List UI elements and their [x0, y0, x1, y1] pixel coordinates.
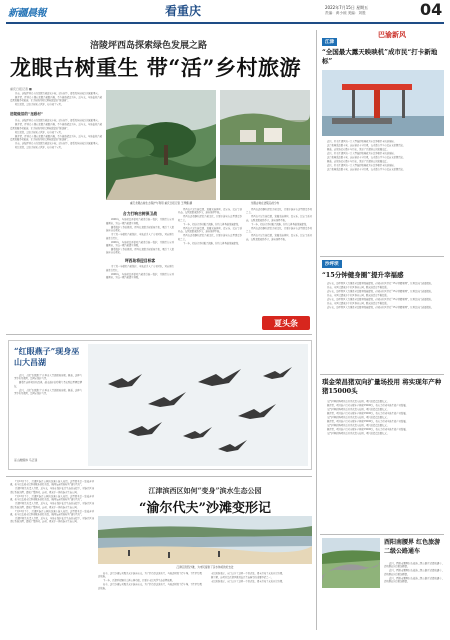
- sidebar-text-p2: 这台机械高达数十米，远远望去十分壮观，每天都有不少市民前来拍照留念。: [327, 144, 406, 147]
- lead-col1-p8: 日前，涪陵坪西岛上的龙眼古树迎来丰收。站在树下，能看见挂满枝头的累累果实。: [15, 142, 100, 146]
- summer-badge: [262, 316, 310, 330]
- lead-col1-p6: 村民们说，过去古树无人管护，如今成了宝贝。: [15, 130, 64, 134]
- lead-column-2: [106, 208, 174, 330]
- bottom-headline: “渝尔代夫”沙滩变形记: [139, 501, 271, 516]
- lead-col1-p1: 日前，涪陵坪西岛上的龙眼古树迎来丰收。站在树下，能看见挂满枝头的累累果实。: [15, 92, 100, 95]
- lead-photo: [106, 90, 216, 200]
- lead-col2-p7: 2006年，当地村民开始对古树进行统一保护，并组织专家开展调查，为每一棵古树建立档案。: [106, 272, 174, 280]
- feature-text-p2: 随着生态环境持续改善，越来越多的珍稀鸟类来到这里栖息繁衍。: [14, 381, 82, 388]
- lead-col3-p3: 下一步，将结合乡村振兴战略，持续完善基础设施建设。: [183, 222, 241, 226]
- lead-col3-p5: 坪西岛还将继续深挖古树文化，让更多游客在这里感受乡村之美。: [178, 234, 242, 241]
- feature-text-p1: 近日，大批“红眼燕子”在巫山大昌湖湿地出现。据悉，这种鸟类学名为燕鸥，是国家保护鸟类。: [14, 374, 82, 381]
- lead-col3-p6: 下一步，将结合乡村振兴战略，持续完善基础设施建设。: [183, 241, 241, 245]
- lead-kicker: 涪陵坪西岛探索绿色发展之路: [90, 41, 208, 51]
- lead-col1-p4: 日前，涪陵坪西岛上的龙眼古树迎来丰收。站在树下，能看见挂满枝头的累累果实。: [15, 119, 100, 123]
- bottom-col2-p1: 如今，这片沙滩每天吸引众多游客前来。为了打造好这张名片，当地还增设了停车场、卫生间等配套设施。: [98, 572, 202, 579]
- sidebar-item2-label: 沙坪坝: [322, 260, 342, 268]
- bottom-col1-p4: 江津区相关负责人介绍，近年来，当地在保护长江生态的前提下，对滨江区域进行系统治理，建成了集休闲、运动、观光于一体的滨水生态公园。: [10, 502, 94, 509]
- sidebar-item2-text: [322, 282, 444, 372]
- lead-col4-p1: 坪西岛还将继续深挖古树文化，让更多游客在这里感受乡村之美。: [246, 208, 312, 215]
- bottom-beach-photo: [98, 516, 312, 564]
- bottom-column-3: [206, 572, 312, 630]
- sidebar-item4-p3: 近日，酉阳南腰界红色旅游二级公路正式建成通车，沿线群众出行更加便捷。: [384, 576, 444, 584]
- bottom-col3-p1: 市民纷纷表示，家门口多了这样一个好去处，周末带孩子来玩非常方便。: [211, 572, 285, 575]
- lead-photo-2-caption: 龙眼古树在涪陵岛的分布: [250, 202, 280, 205]
- sidebar-rule-1: [320, 256, 444, 257]
- bottom-col3-p3: 市民纷纷表示，家门口多了这样一个好去处，周末带孩子来玩非常方便。: [211, 580, 285, 583]
- bottom-column-1: [10, 480, 94, 630]
- lead-photo-caption: 重庆龙眼古树生态保护与利用 重庆日报记者 王琴摄 翻: [129, 202, 193, 205]
- sidebar-text-p4: 近日，位于江津区的一台大型装卸机械成为市民争相打卡的新地标。: [327, 152, 396, 155]
- sidebar-item3-p4: 据介绍，项目满产后可实现年产种猪15000头，将有力带动当地生猪产业发展。: [327, 412, 408, 415]
- sidebar-item4-headline: 酉阳南腰界 红色旅游二级公路通车: [384, 539, 441, 555]
- sidebar-item2-p3: 近年来，沙坪坝区大力推进全民健身设施建设，在城市社区打造“15分钟健身圈”，让居民出门就能锻炼。: [327, 290, 434, 293]
- lead-col2-p6: 为了进一步做好古树保护，当地还引入了专业团队，对病弱古树进行复壮。: [106, 265, 174, 272]
- sidebar-item3-text: [322, 400, 444, 532]
- lead-col3-p2: 坪西岛还将继续深挖古树文化，让更多游客在这里感受乡村之美。: [178, 215, 242, 222]
- sidebar-item4-text: [384, 562, 444, 626]
- feature-text-p3: 近日，大批“红眼燕子”在巫山大昌湖湿地出现。据悉，这种鸟类学名为燕鸥，是国家保护鸟类。: [14, 388, 82, 396]
- sidebar-road-photo: [322, 538, 380, 588]
- sidebar-rule-2: [320, 374, 444, 375]
- column-divider: [316, 30, 317, 630]
- sidebar-item2-p4: 目前，全区已建成多个社区体育公园，群众满意度不断提高。: [327, 294, 390, 297]
- masthead-rule: [6, 22, 444, 24]
- sidebar-text-p1: 近日，位于江津区的一台大型装卸机械成为市民争相打卡的新地标。: [327, 140, 396, 143]
- bottom-col1-p3: 7月13日下午，江津区滨江公园的沙滩上游人如织。这里原本是一处废弃河滩，如今已变成市民休闲娱乐的好去处，被网友亲切地称为“渝尔代夫”。: [10, 494, 94, 502]
- sidebar-logo: 巴渝新风: [378, 30, 406, 39]
- bottom-col2-p3: 如今，这片沙滩每天吸引众多游客前来。为了打造好这张名片，当地还增设了停车场、卫生间等配套设施。: [98, 583, 202, 590]
- sidebar-text-p7: 近日，位于江津区的一台大型装卸机械成为市民争相打卡的新地标。: [327, 164, 396, 167]
- bottom-col1-p2: 江津区相关负责人介绍，近年来，当地在保护长江生态的前提下，对滨江区域进行系统治理，建成了集休闲、运动、观光于一体的滨水生态公园。: [10, 487, 94, 494]
- lead-photo-2: [220, 90, 310, 200]
- lead-col1-p7: 据介绍，坪西岛上现存龙眼古树数百株，不少树龄超过百年。近年来，当地依托古树资源发展乡村旅游，让古树成为村民增收致富的“摇钱树”。: [10, 134, 102, 142]
- lead-headline: 龙眼古树重生 带“活”乡村旅游: [10, 55, 301, 80]
- lead-col1-p3: 村民们说，过去古树无人管护，如今成了宝贝。: [15, 103, 64, 107]
- masthead-editors: 责编：黄小琼 美编：刘胜: [325, 11, 366, 15]
- sidebar-item3-p6: 据介绍，项目满产后可实现年产种猪15000头，将有力带动当地生猪产业发展。: [327, 420, 408, 423]
- summer-badge-label: 夏头条: [274, 318, 298, 328]
- lead-col4-p3: 下一步，将结合乡村振兴战略，持续完善基础设施建设。: [251, 222, 309, 226]
- sidebar-headline: “全国最大露天映映机”成市民“打卡新地标”: [322, 48, 438, 65]
- lead-subhead-1: 涪陵做活的“龙眼村”: [10, 111, 43, 116]
- lead-col2-p2: 随着保护工作的推进，坪西岛龙眼古树重焕生机，吸引了大批游客前来观光。: [106, 225, 174, 233]
- feature-bottom-rule: [6, 476, 312, 477]
- lead-col3-p1: 坪西岛立足古树资源，发展采摘体验、农家乐、民宿等新业态。每到龙眼成熟季节，游客络绎不绝。: [178, 208, 242, 215]
- lead-col1-p2: 据介绍，坪西岛上现存龙眼古树数百株，不少树龄超过百年。近年来，当地依托古树资源发展乡村旅游，让古树成为村民增收致富的“摇钱树”。: [10, 96, 102, 103]
- lead-subhead-2: 合力打响古树保卫战: [122, 211, 158, 216]
- lead-col2-p4: 2006年，当地村民开始对古树进行统一保护，并组织专家开展调查，为每一棵古树建立档案。: [106, 240, 174, 248]
- lead-col4-p4: 坪西岛还将继续深挖古树文化，让更多游客在这里感受乡村之美。: [246, 226, 312, 234]
- lead-column-4: [246, 208, 312, 314]
- lead-col2-p1: 2006年，当地村民开始对古树进行统一保护，并组织专家开展调查，为每一棵古树建立档案。: [106, 218, 174, 225]
- sidebar-item2-p2: 目前，全区已建成多个社区体育公园，群众满意度不断提高。: [327, 286, 390, 289]
- lead-bottom-rule: [6, 334, 312, 335]
- sidebar-label: 江津: [322, 38, 337, 46]
- feature-text: [14, 374, 82, 454]
- sidebar-item3-p7: 荣昌区种猪场项目近日正式投入使用，项目总投资达数亿元。: [327, 424, 390, 427]
- sidebar-text: [322, 140, 444, 250]
- sidebar-item3-p5: 荣昌区种猪场项目近日正式投入使用，项目总投资达数亿元。: [327, 416, 390, 419]
- sidebar-photo: [322, 70, 444, 136]
- page-number: 04: [420, 0, 443, 19]
- sidebar-item3-p9: 荣昌区种猪场项目近日正式投入使用，项目总投资达数亿元。: [327, 432, 390, 435]
- sidebar-item2-p6: 目前，全区已建成多个社区体育公园，群众满意度不断提高。: [327, 302, 390, 305]
- sidebar-text-p3: 据悉，该设备已有数十年历史，见证了江津港口的发展变迁。: [327, 148, 390, 151]
- sidebar-text-p6: 据悉，该设备已有数十年历史，见证了江津港口的发展变迁。: [327, 160, 390, 163]
- lead-col4-p5: 坪西岛立足古树资源，发展采摘体验、农家乐、民宿等新业态。每到龙眼成熟季节，游客络绎不绝。: [246, 234, 312, 241]
- lead-col4-p2: 坪西岛立足古树资源，发展采摘体验、农家乐、民宿等新业态。每到龙眼成熟季节，游客络绎不绝。: [246, 215, 312, 222]
- bottom-column-2: [98, 572, 202, 630]
- sidebar-item2-p1: 近年来，沙坪坝区大力推进全民健身设施建设，在城市社区打造“15分钟健身圈”，让居民出门就能锻炼。: [327, 282, 434, 285]
- lead-column-3: [178, 208, 242, 330]
- lead-column-1: [10, 92, 102, 330]
- sidebar-item4-p1: 近日，酉阳南腰界红色旅游二级公路正式建成通车，沿线群众出行更加便捷。: [384, 562, 444, 569]
- bottom-photo-caption: 江津区滨西沙滩，为市民提供了亲水休闲的好去处: [176, 566, 234, 569]
- sidebar-text-p5: 这台机械高达数十米，远远望去十分壮观，每天都有不少市民前来拍照留念。: [327, 156, 406, 159]
- sidebar-item2-headline: “15分钟健身圈”提升幸福感: [322, 271, 404, 279]
- lead-col3-p4: 坪西岛立足古树资源，发展采摘体验、农家乐、民宿等新业态。每到龙眼成熟季节，游客络绎不绝。: [178, 226, 242, 234]
- sidebar-item3-p3: 荣昌区种猪场项目近日正式投入使用，项目总投资达数亿元。: [327, 408, 390, 411]
- bottom-col3-p2: 据了解，该项目是江津区推进长江生态修复的重要举措之一。: [211, 576, 274, 579]
- lead-col1-p5: 据介绍，坪西岛上现存龙眼古树数百株，不少树龄超过百年。近年来，当地依托古树资源发展乡村旅游，让古树成为村民增收致富的“摇钱树”。: [10, 123, 102, 130]
- bottom-col1-p5: 7月13日下午，江津区滨江公园的沙滩上游人如织。这里原本是一处废弃河滩，如今已变成市民休闲娱乐的好去处，被网友亲切地称为“渝尔代夫”。: [10, 509, 94, 517]
- lead-byline: 重庆日报记者 ■: [10, 87, 32, 91]
- lead-col2-p3: 为了进一步做好古树保护，当地还引入了专业团队，对病弱古树进行复壮。: [106, 233, 174, 240]
- sidebar-item3-p8: 据介绍，项目满产后可实现年产种猪15000头，将有力带动当地生猪产业发展。: [327, 428, 408, 431]
- lead-subhead-3: 坪西岛将迎目标客: [124, 257, 156, 263]
- bottom-kicker: 江津滨西区如何“变身”滨水生态公园: [148, 486, 262, 495]
- lead-col1-p9: 村民们说，过去古树无人管护，如今成了宝贝。: [15, 146, 64, 150]
- sidebar-item3-p2: 据介绍，项目满产后可实现年产种猪15000头，将有力带动当地生猪产业发展。: [327, 404, 408, 407]
- sidebar-item4-p2: 近日，酉阳南腰界红色旅游二级公路正式建成通车，沿线群众出行更加便捷。: [384, 569, 444, 576]
- sidebar-item2-p7: 近年来，沙坪坝区大力推进全民健身设施建设，在城市社区打造“15分钟健身圈”，让居民出门就能锻炼。: [327, 306, 434, 309]
- bottom-col1-p1: 7月13日下午，江津区滨江公园的沙滩上游人如织。这里原本是一处废弃河滩，如今已变成市民休闲娱乐的好去处，被网友亲切地称为“渝尔代夫”。: [10, 480, 94, 487]
- sidebar-rule-3: [320, 534, 444, 535]
- lead-col2-p5: 随着保护工作的推进，坪西岛龙眼古树重焕生机，吸引了大批游客前来观光。: [106, 248, 174, 255]
- feature-birds-photo: [88, 344, 308, 466]
- feature-headline: “红眼燕子”现身巫山大昌湖: [14, 346, 80, 367]
- sidebar-item2-p5: 近年来，沙坪坝区大力推进全民健身设施建设，在城市社区打造“15分钟健身圈”，让居民出门就能锻炼。: [327, 298, 434, 301]
- sidebar-item3-headline: 琪金荣昌猪双向扩量场投用 将实现年产种猪15000头: [322, 378, 442, 395]
- sidebar-text-p8: 这台机械高达数十米，远远望去十分壮观，每天都有不少市民前来拍照留念。: [327, 168, 406, 171]
- sidebar-item3-p1: 荣昌区种猪场项目近日正式投入使用，项目总投资达数亿元。: [327, 400, 390, 403]
- masthead-logo: 新疆晨報: [8, 8, 46, 19]
- bottom-col2-p2: 下一步，江津区将继续完善公园功能，让更多市民共享生态治理成果。: [103, 579, 175, 583]
- masthead-date: 2022年7月15日 星期五: [325, 5, 369, 10]
- section-title: 看重庆: [165, 4, 202, 18]
- bottom-col1-p6: 江津区相关负责人介绍，近年来，当地在保护长江生态的前提下，对滨江区域进行系统治理，建成了集休闲、运动、观光于一体的滨水生态公园。: [10, 517, 94, 524]
- feature-byline: 巫山融媒体 马正锋: [14, 458, 38, 462]
